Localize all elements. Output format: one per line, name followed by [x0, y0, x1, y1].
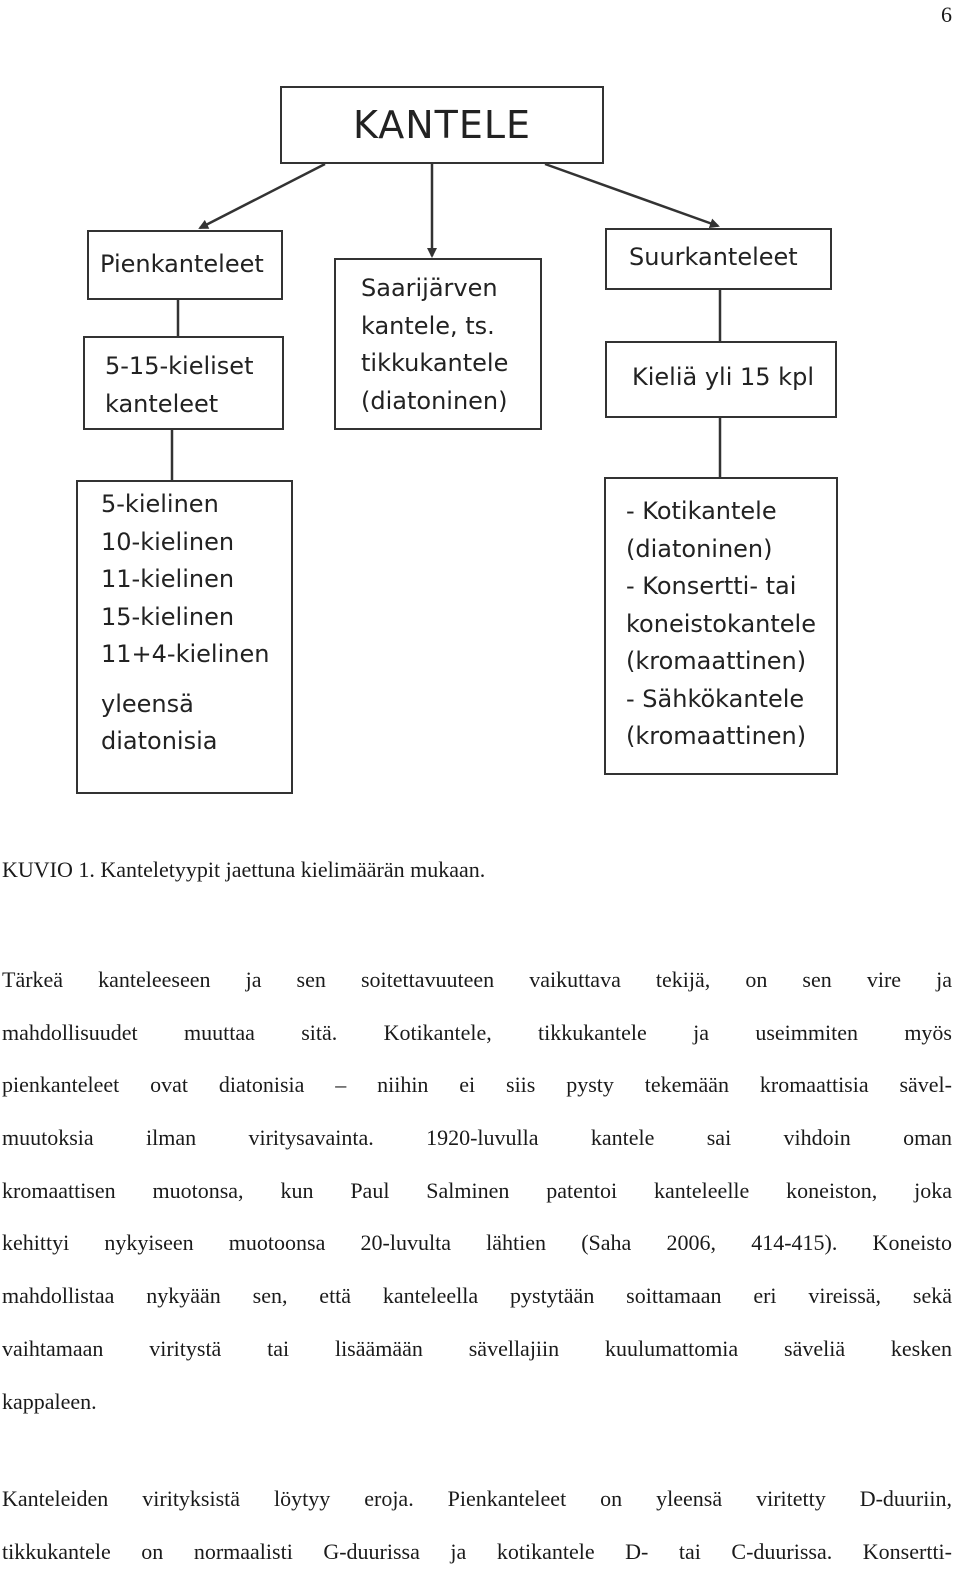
large-strings-label: Kieliä yli 15 kpl	[632, 363, 814, 391]
paragraph-line: mahdollistaa nykyään sen, että kanteleella pystytään soittamaan eri vireissä, sekä	[2, 1283, 952, 1309]
large-types-box	[604, 477, 838, 775]
paragraph-line: mahdollisuudet muuttaa sitä. Kotikantele, tikkukantele ja useimmiten myös	[2, 1019, 952, 1045]
small-strings-box	[83, 336, 284, 430]
small-note-line: diatonisia	[101, 727, 218, 755]
paragraph-line: kehittyi nykyiseen muotoonsa 20-luvulta lähtien (Saha 2006, 414-415). Koneisto	[2, 1230, 952, 1256]
large-strings-box	[605, 341, 837, 418]
small-types-box	[76, 480, 293, 794]
body-paragraph-1	[2, 954, 952, 1428]
suurkanteleet-box	[605, 228, 832, 290]
saarijarven-kantele-box	[334, 258, 542, 430]
paragraph-line: tikkukantele on normaalisti G-duurissa ja kotikantele D- tai C-duurissa. Konsertti-	[2, 1538, 952, 1564]
figure-caption: KUVIO 1. Kanteletyypit jaettuna kielimäärän mukaan.	[2, 857, 486, 882]
small-type-item: 11+4-kielinen	[101, 640, 270, 668]
pienkanteleet-label: Pienkanteleet	[100, 250, 264, 278]
paragraph-line: pienkanteleet ovat diatonisia – niihin ei siis pysty tekemään kromaattisia sävel-	[2, 1072, 952, 1098]
large-type-line: - Sähkökantele	[626, 684, 805, 713]
middle-line: tikkukantele	[361, 349, 509, 377]
small-type-item: 5-kielinen	[101, 490, 219, 518]
small-strings-line: 5-15-kieliset	[105, 352, 254, 380]
large-type-line: (kromaattinen)	[626, 647, 807, 675]
root-label: KANTELE	[352, 103, 532, 147]
small-type-item: 15-kielinen	[101, 602, 235, 631]
small-strings-line: kanteleet	[105, 389, 219, 418]
large-type-line: - Kotikantele	[626, 497, 777, 525]
middle-line: kantele, ts.	[361, 311, 495, 340]
small-note-line: yleensä	[101, 689, 194, 718]
large-type-line: koneistokantele	[626, 609, 816, 638]
kantele-root-box	[280, 86, 604, 164]
small-type-item: 10-kielinen	[101, 527, 235, 556]
paragraph-line: kappaleen.	[2, 1388, 97, 1414]
suurkanteleet-label: Suurkanteleet	[629, 243, 798, 271]
paragraph-line: Kanteleiden virityksistä löytyy eroja. Pienkanteleet on yleensä viritetty D-duuriin,	[2, 1486, 952, 1511]
paragraph-line: vaihtamaan viritystä tai lisäämään sävellajiin kuulumattomia säveliä kesken	[2, 1335, 952, 1361]
middle-line: (diatoninen)	[361, 386, 508, 415]
arrow-root-to-large	[545, 164, 718, 226]
page-number: 6	[941, 2, 952, 27]
large-type-line: (kromaattinen)	[626, 722, 807, 750]
paragraph-line: Tärkeä kanteleeseen ja sen soitettavuuteen vaikuttava tekijä, on sen vire ja	[2, 967, 952, 992]
paragraph-line: muutoksia ilman viritysavainta. 1920-luvulla kantele sai vihdoin oman	[2, 1125, 952, 1151]
large-type-line: (diatoninen)	[626, 534, 773, 563]
middle-line: Saarijärven	[361, 274, 498, 302]
arrow-root-to-small	[200, 164, 325, 228]
large-type-line: - Konsertti- tai	[626, 572, 797, 600]
pienkanteleet-box	[87, 230, 283, 300]
small-type-item: 11-kielinen	[101, 565, 235, 593]
paragraph-line: kromaattisen muotonsa, kun Paul Salminen patentoi kanteleelle koneiston, joka	[2, 1177, 952, 1203]
body-paragraph-2	[2, 1473, 952, 1578]
